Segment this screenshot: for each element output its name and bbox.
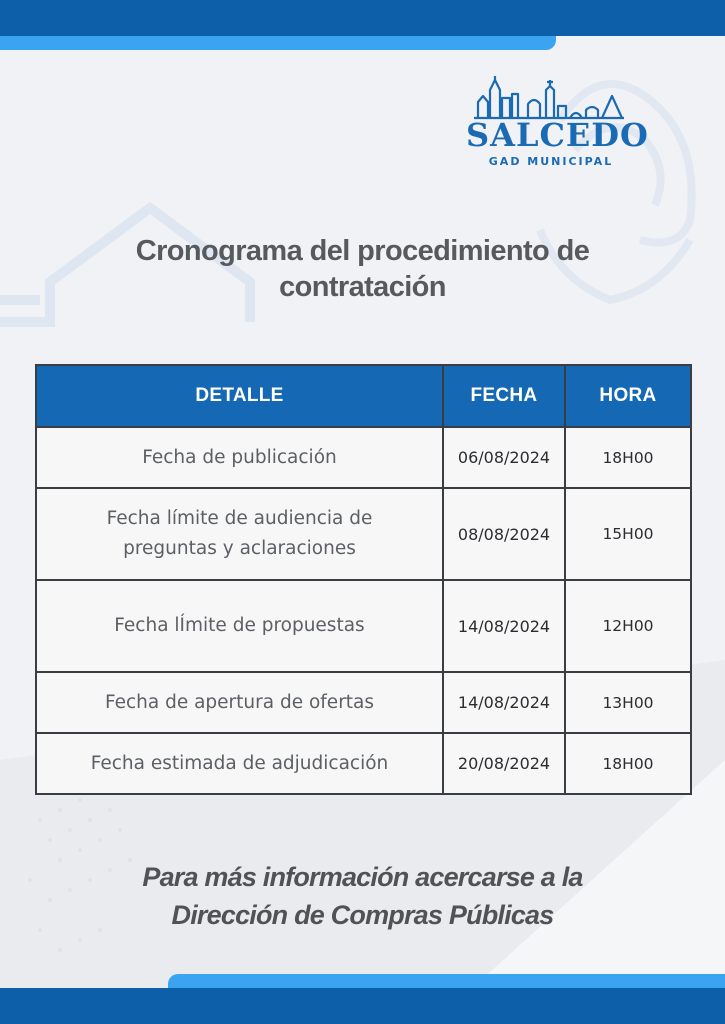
table-row <box>36 427 691 488</box>
row-time: 12H00 <box>565 580 691 672</box>
page-title <box>60 233 665 305</box>
schedule-table <box>35 364 692 795</box>
table-row <box>36 580 691 672</box>
header-detail: DETALLE <box>36 365 443 427</box>
page-title-line-2: contratación <box>279 271 446 303</box>
top-band-light <box>0 36 556 50</box>
row-date: 06/08/2024 <box>443 427 565 488</box>
brand-subtitle: GAD MUNICIPAL <box>488 155 614 168</box>
row-detail <box>36 580 443 672</box>
brand-name: SALCEDO <box>466 116 649 154</box>
table-row <box>36 672 691 733</box>
top-band-dark <box>0 0 725 36</box>
row-date: 14/08/2024 <box>443 580 565 672</box>
row-detail <box>36 733 443 794</box>
row-time: 18H00 <box>565 733 691 794</box>
page-title-line-1: Cronograma del procedimiento de <box>135 235 590 267</box>
header-date: FECHA <box>443 365 565 427</box>
row-detail-text: Fecha lÍmite de propuestas <box>114 615 365 636</box>
row-time: 13H00 <box>565 672 691 733</box>
row-detail-text: Fecha límite de audiencia de preguntas y aclaraciones <box>106 508 373 559</box>
salcedo-logo <box>466 76 649 172</box>
row-date: 20/08/2024 <box>443 733 565 794</box>
footer-note <box>60 858 665 934</box>
table-row <box>36 488 691 580</box>
row-detail-text: Fecha de apertura de ofertas <box>104 691 375 713</box>
footer-note-line-1: Para más información acercarse a la <box>142 862 583 892</box>
row-date: 14/08/2024 <box>443 672 565 733</box>
row-time: 18H00 <box>565 427 691 488</box>
row-detail-text: Fecha de publicación <box>142 446 337 468</box>
city-skyline-icon <box>474 76 624 120</box>
row-date: 08/08/2024 <box>443 488 565 580</box>
row-detail <box>36 672 443 733</box>
row-detail-text: Fecha estimada de adjudicación <box>90 752 389 774</box>
table-header-row <box>36 365 691 427</box>
table-row <box>36 733 691 794</box>
footer-note-line-2: Dirección de Compras Públicas <box>171 900 554 930</box>
row-time: 15H00 <box>565 488 691 580</box>
header-time: HORA <box>565 365 691 427</box>
row-detail <box>36 427 443 488</box>
bottom-band-dark <box>0 988 725 1024</box>
row-detail <box>36 488 443 580</box>
